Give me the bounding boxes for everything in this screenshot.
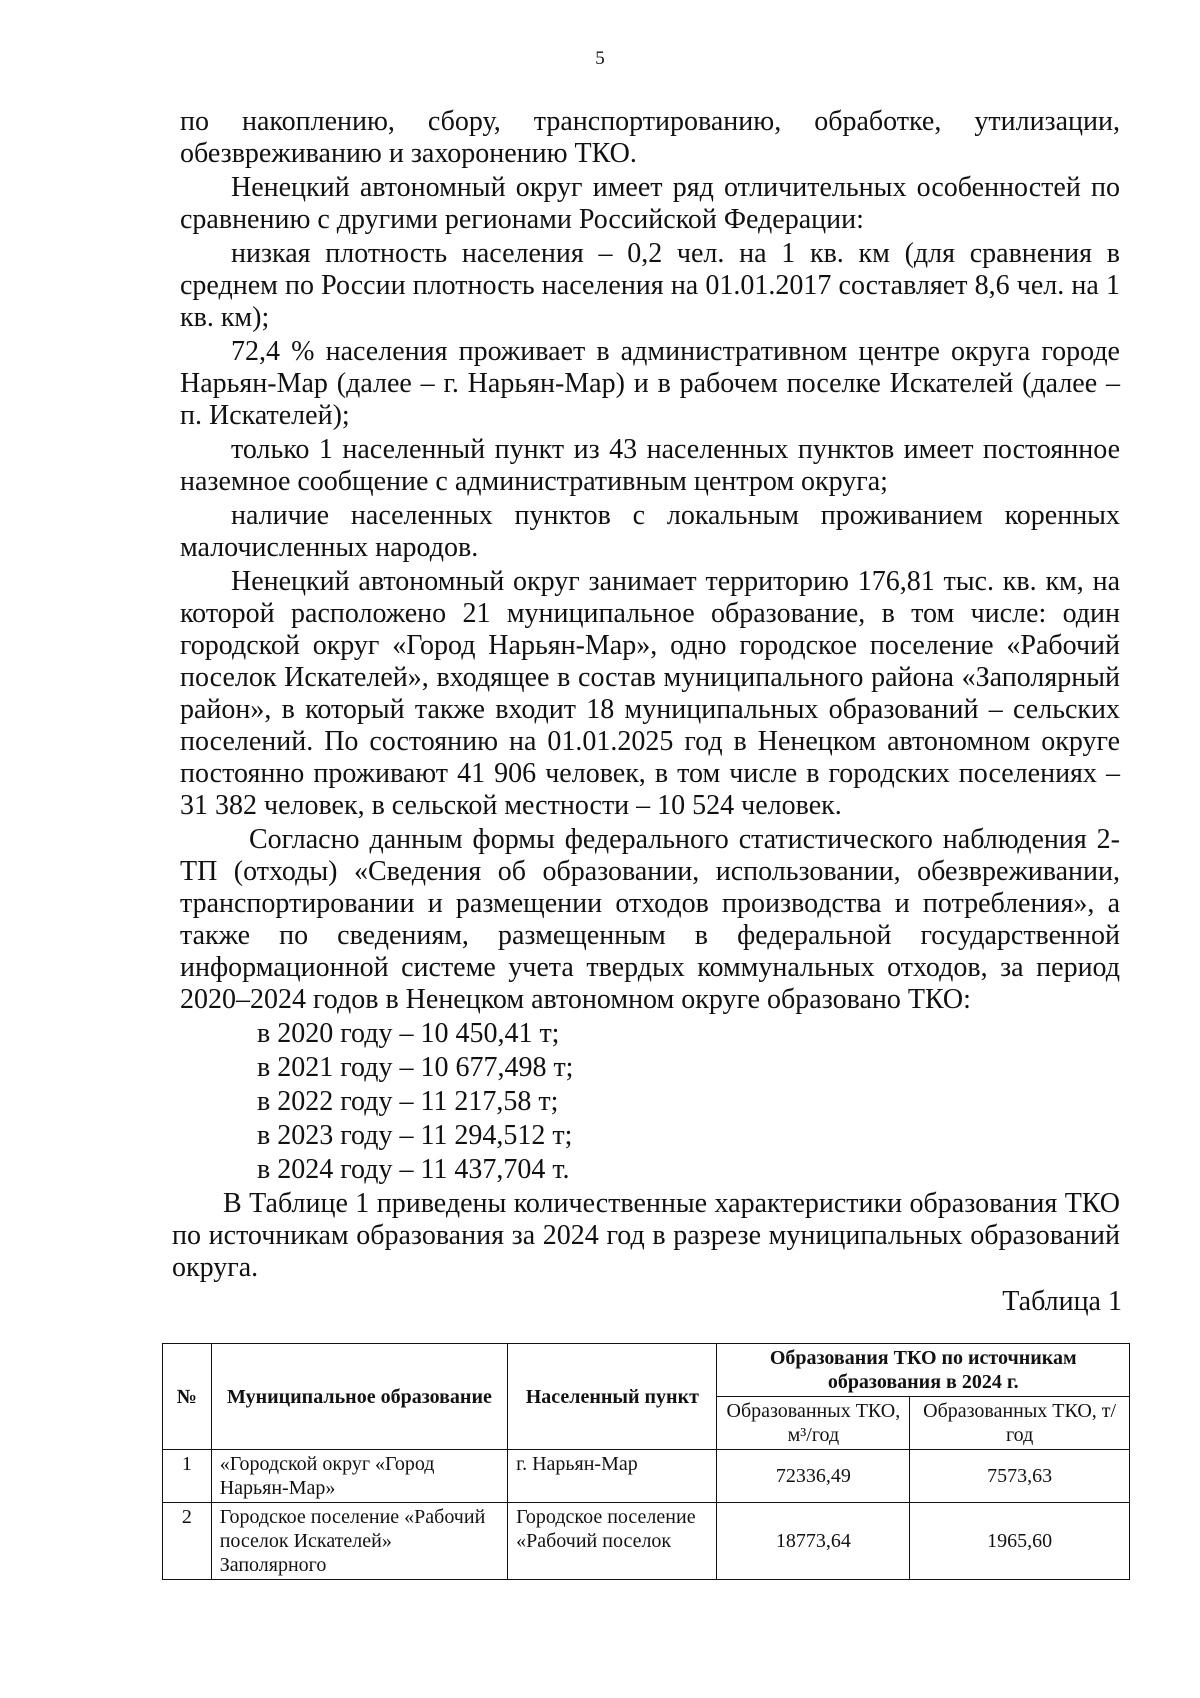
table-title: Таблица 1 (1002, 1286, 1122, 1317)
paragraph: наличие населенных пунктов с локальным проживанием коренных малочисленных народов. (180, 500, 1120, 563)
page-number: 5 (595, 48, 605, 69)
cell-municipality: «Городской округ «Город Нарьян-Мар» (211, 1450, 507, 1503)
table-header-row (163, 1344, 1130, 1397)
year-item: в 2023 году – 11 294,512 т; (257, 1120, 573, 1151)
cell-num: 2 (163, 1503, 212, 1580)
header-municipality: Муниципальное образование (211, 1344, 507, 1450)
paragraph: только 1 населенный пункт из 43 населенных пунктов имеет постоянное наземное сообщение с административным центром округа; (180, 434, 1120, 497)
document-body (172, 106, 1122, 1318)
cell-settlement: г. Нарьян-Мар (508, 1450, 717, 1503)
cell-volume: 72336,49 (717, 1450, 910, 1503)
year-item: в 2020 году – 10 450,41 т; (257, 1018, 560, 1049)
data-table (162, 1343, 1130, 1580)
cell-municipality: Городское поселение «Рабочий поселок Искателей» Заполярного (211, 1503, 507, 1580)
paragraph: Ненецкий автономный округ занимает территорию 176,81 тыс. кв. км, на которой расположено 21 муниципальное образование, в том числе: один городской округ «Город Нарьян-Мар», одно городское поселение «Рабочий поселок Искателей», входящее в состав муниципального района «Заполярный район», в который также входит 18 муниципальных образований – сельских поселений. По состоянию на 01.01.2025 год в Ненецком автономном округе постоянно проживают 41 906 человек, в том числе в городских поселениях – 31 382 человек, в сельской местности – 10 524 человек. (180, 566, 1120, 821)
cell-mass: 1965,60 (910, 1503, 1130, 1580)
table-row (163, 1450, 1130, 1503)
table-row (163, 1503, 1130, 1580)
table-intro: В Таблице 1 приведены количественные характеристики образования ТКО по источникам образования за 2024 год в разрезе муниципальных образований округа. (172, 1188, 1120, 1283)
header-num: № (163, 1344, 212, 1450)
paragraph: Ненецкий автономный округ имеет ряд отличительных особенностей по сравнению с другими регионами Российской Федерации: (180, 172, 1120, 235)
paragraph: низкая плотность населения – 0,2 чел. на 1 кв. км (для сравнения в среднем по России плотность населения на 01.01.2017 составляет 8,6 чел. на 1 кв. км); (180, 238, 1120, 333)
cell-settlement: Городское поселение «Рабочий поселок (508, 1503, 717, 1580)
header-settlement: Населенный пункт (508, 1344, 717, 1450)
header-volume: Образованных ТКО, м³/год (717, 1397, 910, 1450)
cell-volume: 18773,64 (717, 1503, 910, 1580)
year-item: в 2021 году – 10 677,498 т; (257, 1052, 574, 1083)
header-group: Образования ТКО по источникам образования в 2024 г. (717, 1344, 1130, 1397)
year-item: в 2024 году – 11 437,704 т. (257, 1154, 570, 1185)
paragraph: Согласно данным формы федерального статистического наблюдения 2-ТП (отходы) «Сведения об образовании, использовании, обезвреживании, транспортировании и размещении отходов производства и потребления», а также по сведениям, размещенным в федеральной государственной информационной системе учета твердых коммунальных отходов, за период 2020–2024 годов в Ненецком автономном округе образовано ТКО: (180, 824, 1120, 1015)
cell-mass: 7573,63 (910, 1450, 1130, 1503)
header-mass: Образованных ТКО, т/год (910, 1397, 1130, 1450)
cell-num: 1 (163, 1450, 212, 1503)
year-item: в 2022 году – 11 217,58 т; (257, 1086, 559, 1117)
paragraph: по накоплению, сбору, транспортированию, обработке, утилизации, обезвреживанию и захоронению ТКО. (180, 106, 1120, 169)
paragraph: 72,4 % населения проживает в административном центре округа городе Нарьян-Мар (далее – г. Нарьян-Мар) и в рабочем поселке Искателей (далее – п. Искателей); (180, 336, 1120, 431)
